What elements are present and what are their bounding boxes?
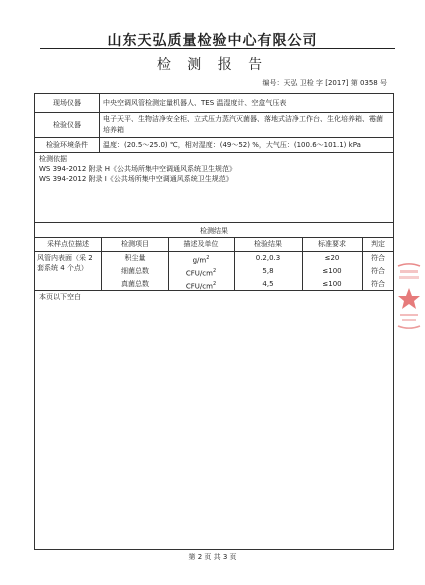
column-header: 检测项目 [121,240,149,248]
test-basis-title: 检测依据 [39,155,67,163]
test-item: 真菌总数 [121,280,149,288]
standard-limit: ≤100 [322,267,342,275]
info-value: 中央空调风管检测定量机器人、TES 温湿度计、空盒气压表 [103,98,287,107]
test-result: 0.2,0.3 [255,254,281,262]
info-row [35,94,393,113]
info-value: 温度：(20.5～25.0) ℃，相对湿度：(49～52) %，大气压：(100.6～101.1) kPa [103,140,361,149]
report-title: 检 测 报 告 [156,57,269,73]
info-label: 检验环境条件 [35,138,100,152]
column-header: 描述及单位 [183,240,219,248]
column-divider [234,237,235,290]
test-result: 5,8 [262,267,274,275]
test-unit: $g/m^2$ [192,255,210,265]
info-row [35,138,393,153]
blank-note: 本页以下空白 [39,293,81,301]
info-row [35,113,393,138]
column-divider [302,237,303,290]
column-header: 采样点位描述 [47,240,89,248]
test-basis-line: WS 394-2012 附录 I《公共场所集中空调通风系统卫生规范》 [39,175,233,183]
test-result: 4,5 [262,280,274,288]
divider [35,237,393,238]
column-divider [101,237,102,290]
standard-limit: ≤20 [324,254,340,262]
verdict: 符合 [371,267,385,275]
info-value: 电子天平、生物洁净安全柜、立式压力蒸汽灭菌器、落地式洁净工作台、生化培养箱、霉菌培养箱 [103,115,383,134]
test-basis-line: WS 394-2012 附录 H《公共场所集中空调通风系统卫生规范》 [39,165,237,173]
sampling-location: 风管内表面（采 2 套系统 4 个点） [37,254,93,272]
test-unit: CFU/$cm^2$ [185,268,217,278]
column-header: 标准要求 [318,240,346,248]
column-divider [362,237,363,290]
info-label: 现场仪器 [35,94,100,112]
test-unit: CFU/$cm^2$ [185,281,217,291]
document-number: 编号：天弘 卫检 字 [2017] 第 0358 号 [262,79,387,87]
verdict: 符合 [371,280,385,288]
verdict: 符合 [371,254,385,262]
test-item: 细菌总数 [121,267,149,275]
header-rule [40,48,395,49]
test-basis [39,154,236,184]
seal-stamp-icon [396,262,422,332]
test-item: 积尘量 [124,254,146,262]
divider [35,251,393,252]
page-number: 第 2 页 共 3 页 [188,553,237,561]
results-title: 检测结果 [200,227,228,235]
standard-limit: ≤100 [322,280,342,288]
report-sheet [34,93,394,550]
column-header: 检验结果 [254,240,282,248]
divider [35,222,393,223]
column-divider [168,237,169,290]
column-header: 判定 [371,240,385,248]
organization-name: 山东天弘质量检验中心有限公司 [107,33,318,49]
divider [35,290,393,291]
info-label: 检验仪器 [35,113,100,137]
